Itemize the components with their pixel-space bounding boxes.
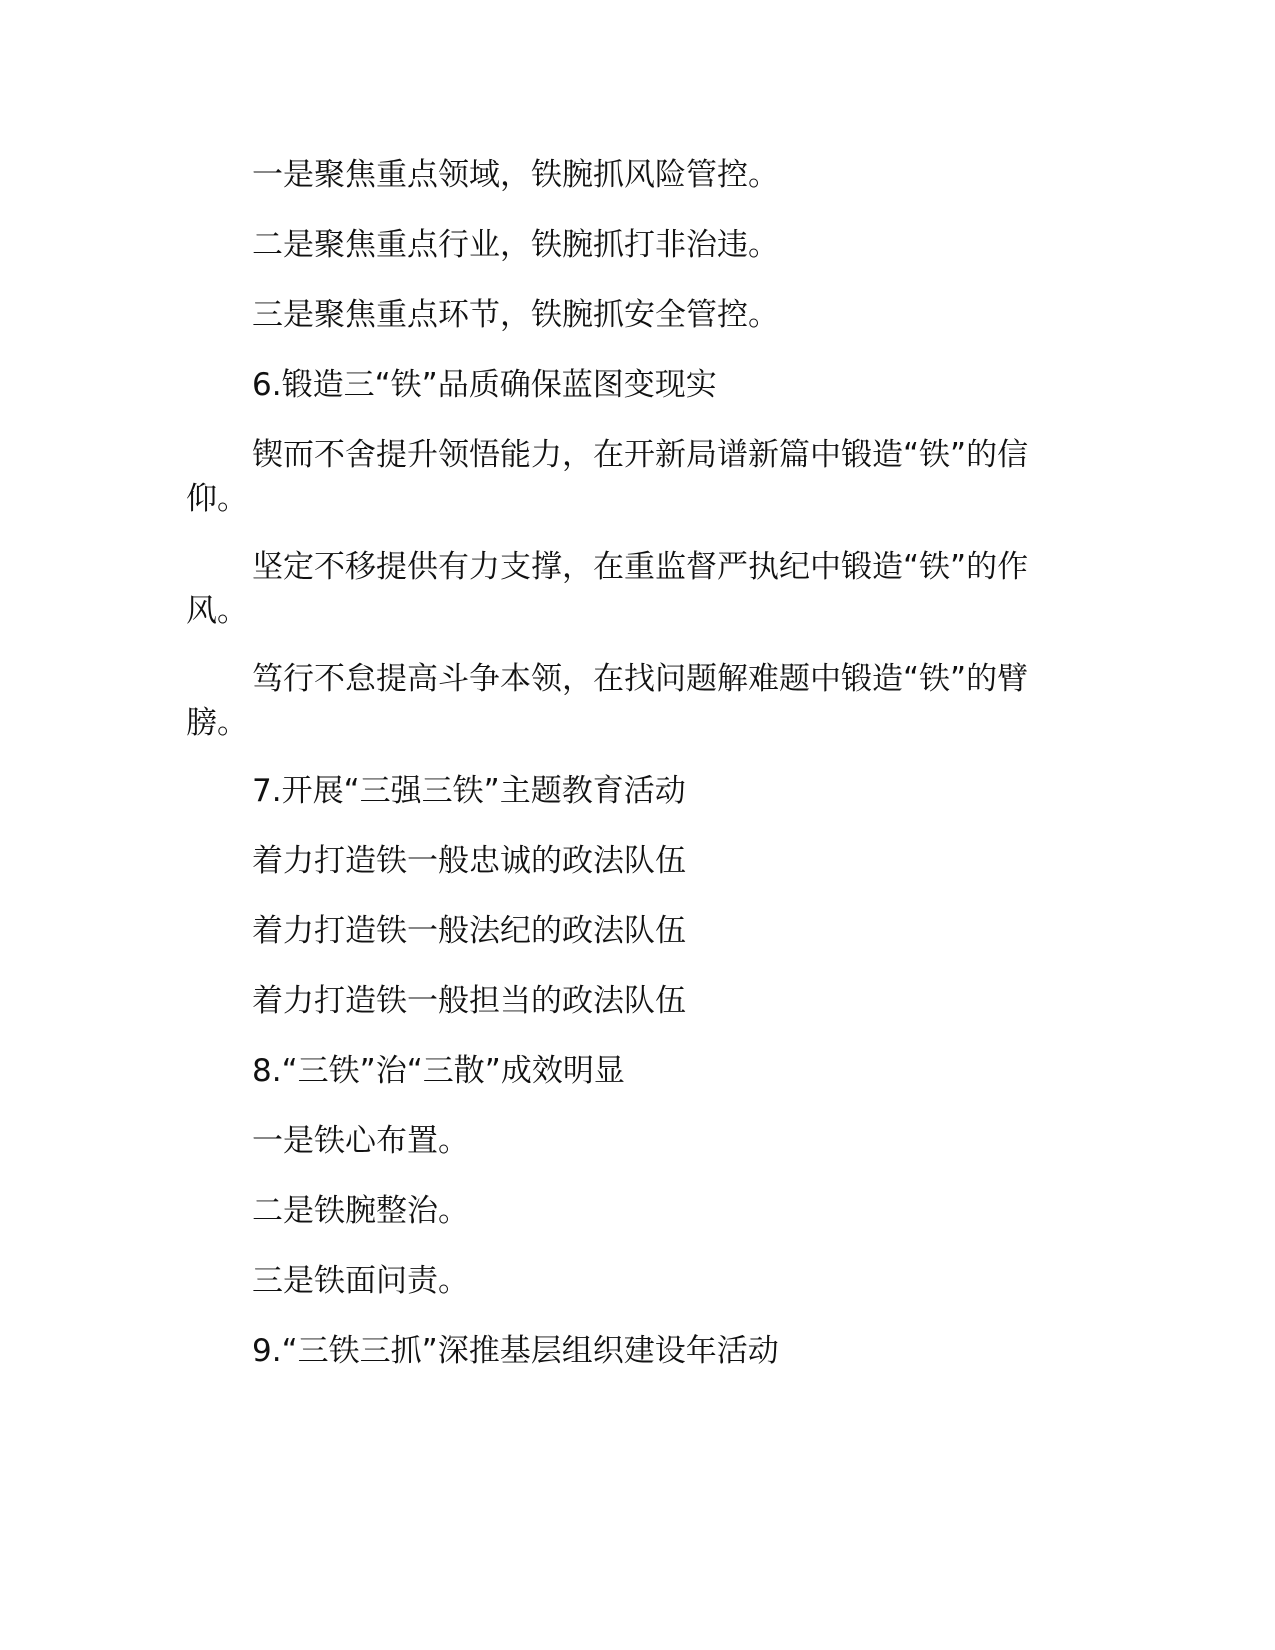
paragraph-14: 二是铁腕整治。 xyxy=(252,1193,469,1229)
paragraph-3: 三是聚焦重点环节，铁腕抓安全管控。 xyxy=(252,297,779,333)
paragraph-7: 笃行不怠提高斗争本领，在找问题解难题中锻造“铁”的臂膀。 xyxy=(186,661,1029,741)
section-heading-6: 6.锻造三“铁”品质确保蓝图变现实 xyxy=(252,367,717,403)
paragraph-6: 坚定不移提供有力支撑，在重监督严执纪中锻造“铁”的作风。 xyxy=(186,549,1029,629)
section-heading-9: 9.“三铁三抓”深推基层组织建设年活动 xyxy=(252,1333,779,1369)
paragraph-9: 着力打造铁一般忠诚的政法队伍 xyxy=(252,843,686,879)
paragraph-13: 一是铁心布置。 xyxy=(252,1123,469,1159)
paragraph-1: 一是聚焦重点领域，铁腕抓风险管控。 xyxy=(252,157,779,193)
paragraph-11: 着力打造铁一般担当的政法队伍 xyxy=(252,983,686,1019)
paragraph-10: 着力打造铁一般法纪的政法队伍 xyxy=(252,913,686,949)
paragraph-2: 二是聚焦重点行业，铁腕抓打非治违。 xyxy=(252,227,779,263)
document-body xyxy=(186,153,1086,1399)
section-heading-8: 8.“三铁”治“三散”成效明显 xyxy=(252,1053,625,1089)
paragraph-15: 三是铁面问责。 xyxy=(252,1263,469,1299)
paragraph-5: 锲而不舍提升领悟能力，在开新局谱新篇中锻造“铁”的信仰。 xyxy=(186,437,1029,517)
section-heading-7: 7.开展“三强三铁”主题教育活动 xyxy=(252,773,686,809)
